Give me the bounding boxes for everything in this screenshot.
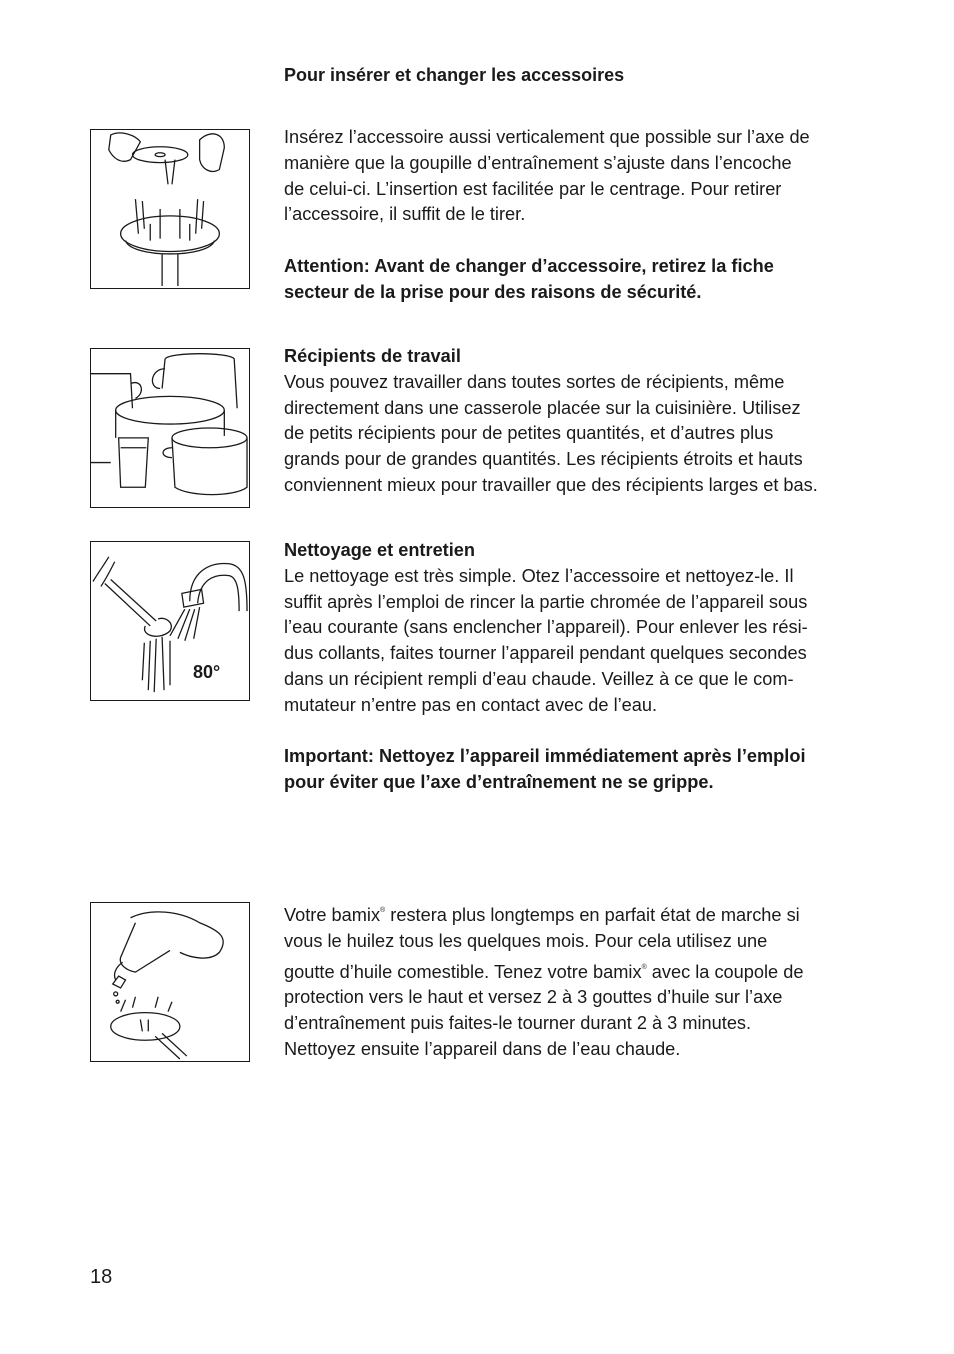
oiling-illustration bbox=[90, 902, 250, 1062]
text-line: Insérez l’accessoire aussi verticalement que possible sur l’axe de bbox=[284, 127, 810, 147]
text-span: restera plus longtemps en parfait état de marche si bbox=[385, 905, 800, 925]
text-line: manière que la goupille d’entraînement s’ajuste dans l’encoche bbox=[284, 152, 792, 173]
text-span: avec la coupole de bbox=[646, 961, 804, 982]
registered-mark: ® bbox=[641, 963, 647, 971]
warning-line: pour éviter que l’axe d’entraînement ne se grippe. bbox=[284, 772, 714, 793]
text-line: grands pour de grandes quantités. Les récipients étroits et hauts bbox=[284, 449, 803, 470]
text-line: dus collants, faites tourner l’appareil pendant quelques secondes bbox=[284, 643, 807, 664]
text-line: Le nettoyage est très simple. Otez l’accessoire et nettoyez-le. Il bbox=[284, 565, 794, 586]
containers-illustration bbox=[90, 348, 250, 508]
cleaning-illustration bbox=[90, 541, 250, 701]
text-line: directement dans une casserole placée sur la cuisinière. Utilisez bbox=[284, 397, 801, 418]
text-line bbox=[284, 898, 874, 929]
text-line: d’entraînement puis faites-le tourner durant 2 à 3 minutes. bbox=[284, 1013, 752, 1034]
text-line: vous le huilez tous les quelques mois. Pour cela utilisez une bbox=[284, 930, 768, 951]
warning-line: Important: Nettoyez l’appareil immédiatement après l’emploi bbox=[284, 746, 806, 767]
cleaning-section bbox=[284, 538, 874, 796]
text-span: goutte d’huile comestible. Tenez votre bamix bbox=[284, 961, 642, 982]
oiling-section bbox=[284, 898, 874, 1063]
warning-line: secteur de la prise pour des raisons de sécurité. bbox=[284, 281, 702, 302]
text-line: Vous pouvez travailler dans toutes sortes de récipients, même bbox=[284, 371, 785, 392]
page-heading: Pour insérer et changer les accessoires bbox=[284, 65, 625, 85]
text-line: l’accessoire, il suffit de le tirer. bbox=[284, 204, 526, 225]
insert-instructions bbox=[284, 125, 874, 306]
warning-line: Attention: Avant de changer d’accessoire, retirez la fiche bbox=[284, 255, 774, 276]
registered-mark: ® bbox=[380, 907, 386, 914]
temperature-label: 80° bbox=[193, 662, 221, 682]
safety-warning bbox=[284, 254, 874, 306]
text-line bbox=[284, 955, 874, 986]
containers-section bbox=[284, 344, 874, 499]
insert-accessory-illustration bbox=[90, 129, 250, 289]
text-line: Nettoyez ensuite l’appareil dans de l’eau chaude. bbox=[284, 1038, 681, 1059]
section-title: Nettoyage et entretien bbox=[284, 540, 476, 560]
section-title: Récipients de travail bbox=[284, 346, 461, 366]
text-line: protection vers le haut et versez 2 à 3 gouttes d’huile sur l’axe bbox=[284, 987, 783, 1008]
page-number: 18 bbox=[90, 1266, 113, 1288]
text-line: suffit après l’emploi de rincer la partie chromée de l’appareil sous bbox=[284, 591, 808, 612]
text-span: Votre bamix bbox=[284, 905, 381, 925]
text-line: de celui-ci. L’insertion est facilitée par le centrage. Pour retirer bbox=[284, 178, 782, 199]
text-line: dans un récipient rempli d’eau chaude. Veillez à ce que le com- bbox=[284, 668, 794, 689]
text-line: l’eau courante (sans enclencher l’appareil). Pour enlever les rési- bbox=[284, 617, 808, 638]
important-warning bbox=[284, 744, 874, 796]
text-line: de petits récipients pour de petites quantités, et d’autres plus bbox=[284, 423, 774, 444]
text-line: mutateur n’entre pas en contact avec de l’eau. bbox=[284, 694, 658, 715]
text-line: conviennent mieux pour travailler que des récipients larges et bas. bbox=[284, 474, 818, 495]
